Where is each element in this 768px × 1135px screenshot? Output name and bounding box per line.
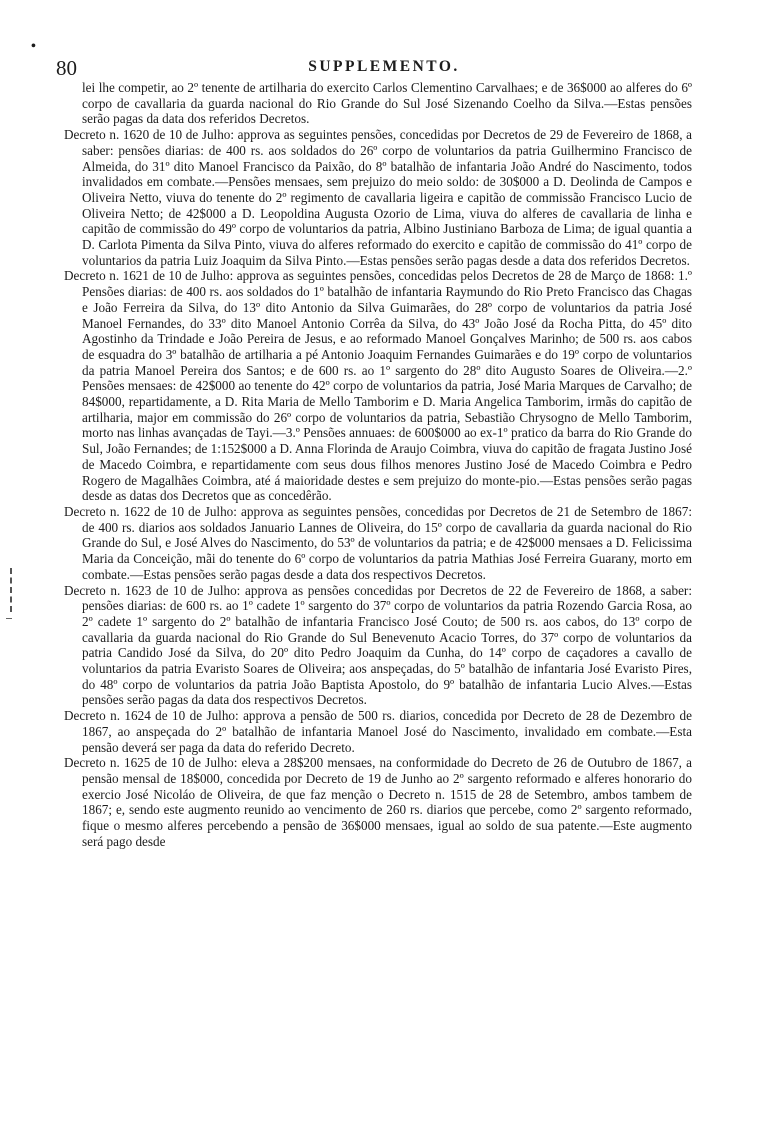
margin-tick-mark: [6, 618, 12, 625]
decree-1620: Decreto n. 1620 de 10 de Julho: approva as seguintes pensões, concedidas por Decretos de 29 de Fevereiro de 1868, a saber: pensões diarias: de 400 rs. aos soldados do 26º corpo de voluntarios da patria Guilhermino Francisco de Almeida, do 31º dito Manoel Francisco da Paixão, do 8º batalhão de infantaria João André do Nascimento, todos invalidados em combate.—Pensões mensaes, sem prejuizo do meio soldo: de 30$000 a D. Deolinda de Campos e Oliveira Netto, viuva do tenente do 2º regimento de cavallaria ligeira e capitão de commissão Francisco Lucio de Oliveira Netto; de 42$000 a D. Leopoldina Augusta Ozorio de Lima, viuva do alferes de cavallaria de linha e capitão de commissão do 49º corpo de voluntarios da patria, Albino Justiniano Barboza de Lima; de igual quantia a D. Carlota Pimenta da Silva Pinto, viuva do alferes reformado do exercito e capitão de commissão do 41º corpo de voluntarios da patria Luiz Joaquim da Silva Pinto.—Estas pensões serão pagas desde a data dos referidos Decretos.: [64, 127, 692, 268]
decree-1622: Decreto n. 1622 de 10 de Julho: approva as seguintes pensões, concedidas por Decretos de 21 de Setembro de 1867: de 400 rs. diarios aos soldados Januario Lannes de Oliveira, do 15º corpo de cavallaria da guarda nacional do Rio Grande do Sul, e José Alves do Nascimento, do 53º de voluntarios da patria; e de 42$000 mensaes a D. Felicissima Maria da Conceição, mãi do tenente do 6º corpo de voluntarios da patria Mathias José Ferreira Guarany, morto em combate.—Estas pensões serão pagas desde a data dos respectivos Decretos.: [64, 503, 692, 582]
body-text: [64, 80, 692, 849]
decree-1624: Decreto n. 1624 de 10 de Julho: approva a pensão de 500 rs. diarios, concedida por Decreto de 28 de Dezembro de 1867, ao anspeçada do 2º batalhão de infantaria Manoel José do Nascimento, invalidado em combate.—Esta pensão deverá ser paga da data do referido Decreto.: [64, 708, 692, 755]
decree-1621: Decreto n. 1621 de 10 de Julho: approva as seguintes pensões, concedidas pelos Decretos de 28 de Março de 1868: 1.º Pensões diarias: de 400 rs. aos soldados do 1º batalhão de infantaria Raymundo do Rio Preto Francisco das Chagas e João Ferreira da Silva, do 13º dito Antonio da Silva Guimarães, do 28º corpo de voluntarios da patria José Manoel Fernandes, do 33º dito Manoel Antonio Corrêa da Silva, do 43º João José da Rocha Pitta, do 45º dito Agostinho da Trindade e João Pereira de Jesus, e ao reformado Manoel Gonçalves Marinho; de 500 rs. aos cabos de esquadra do 3º batalhão de artilharia a pé Antonio Joaquim Fernandes Guimarães e do 19º corpo de voluntarios da patria Manoel Pereira dos Santos; e de 600 rs. ao 1º sargento do 28º dito Augusto Soares de Oliveira.—2.º Pensões mensaes: de 42$000 ao tenente do 42º corpo de voluntarios da patria, José Maria Marques de Carvalho; de 84$000, repartidamente, a D. Rita Maria de Mello Tamborim e D. Maria Angelica Tamborim, irmãs do capitão de artilharia, major em commissão do 26º corpo de voluntarios da patria, Sebastião Chrysogno de Mello Tamborim, morto nas linhas avançadas de Tayi.—3.º Pensões annuaes: de 600$000 ao ex-1º pratico da barra do Rio Grande do Sul, João Fernandes; de 1:152$000 a D. Anna Florinda de Araujo Coimbra, viuva do capitão de fragata Justino José de Macedo Coimbra, e repartidamente com seus dous filhos menores Justino José de Macedo Coimbra e Pedro Rogero de Magalhães Coimbra, até á maioridade destes e sem prejuizo do monte-pio.—Estas pensões serão pagas desde as datas dos Decretos que as concedêrão.: [64, 268, 692, 504]
margin-stamp-mark: [10, 568, 15, 612]
decree-1623: Decreto n. 1623 de 10 de Julho: approva as pensões concedidas por Decretos de 22 de Fevereiro de 1868, a saber: pensões diarias: de 600 rs. ao 1º cadete 1º sargento do 37º corpo de voluntarios da patria Rozendo Garcia Rosa, ao 2º cadete 1º sargento do 2º batalhão de infantaria Francisco José Couto; de 500 rs. aos cabos, do 13º corpo de cavallaria da guarda nacional do Rio Grande do Sul Benevenuto Acacio Torres, do 37º corpo de voluntarios da patria Candido José da Silva, do 20º dito Pedro Joaquim da Cunha, do 14º corpo de caçadores a cavallo de voluntarios da patria Evaristo Soares de Oliveira; aos anspeçadas, do 5º batalhão de infantaria José Evaristo Pires, do 48º corpo de voluntarios da patria João Baptista Apostolo, do 9º batalhão de infantaria Lucio Alves.—Estas pensões serão pagas da data dos respectivos Decretos.: [64, 582, 692, 708]
paragraph-continuation: lei lhe competir, ao 2º tenente de artilharia do exercito Carlos Clementino Carvalhaes; e de 36$000 ao alferes do 6º corpo de cavallaria da guarda nacional do Rio Grande do Sul José Sizenando Coelho da Silva.—Estas pensões serão pagas da data dos referidos Decretos.: [82, 80, 692, 127]
margin-dot: •: [31, 39, 36, 54]
decree-1625: Decreto n. 1625 de 10 de Julho: eleva a 28$200 mensaes, na conformidade do Decreto de 26 de Outubro de 1867, a pensão mensal de 18$000, concedida por Decreto de 19 de Junho ao 2º sargento reformado e alferes honorario do exercio José Nicoláo de Oliveira, de que faz menção o Decreto n. 1515 de 28 de Setembro, ambos tambem de 1867; e, sendo este augmento reunido ao vencimento de 260 rs. diarios que percebe, como 2º sargento reformado, fique o mesmo alferes percebendo a pensão de 36$000 mensaes, igual ao soldo de sua patente.—Este augmento será pago desde: [64, 755, 692, 849]
running-head: SUPPLEMENTO.: [308, 58, 460, 75]
page-number: 80: [56, 56, 77, 80]
